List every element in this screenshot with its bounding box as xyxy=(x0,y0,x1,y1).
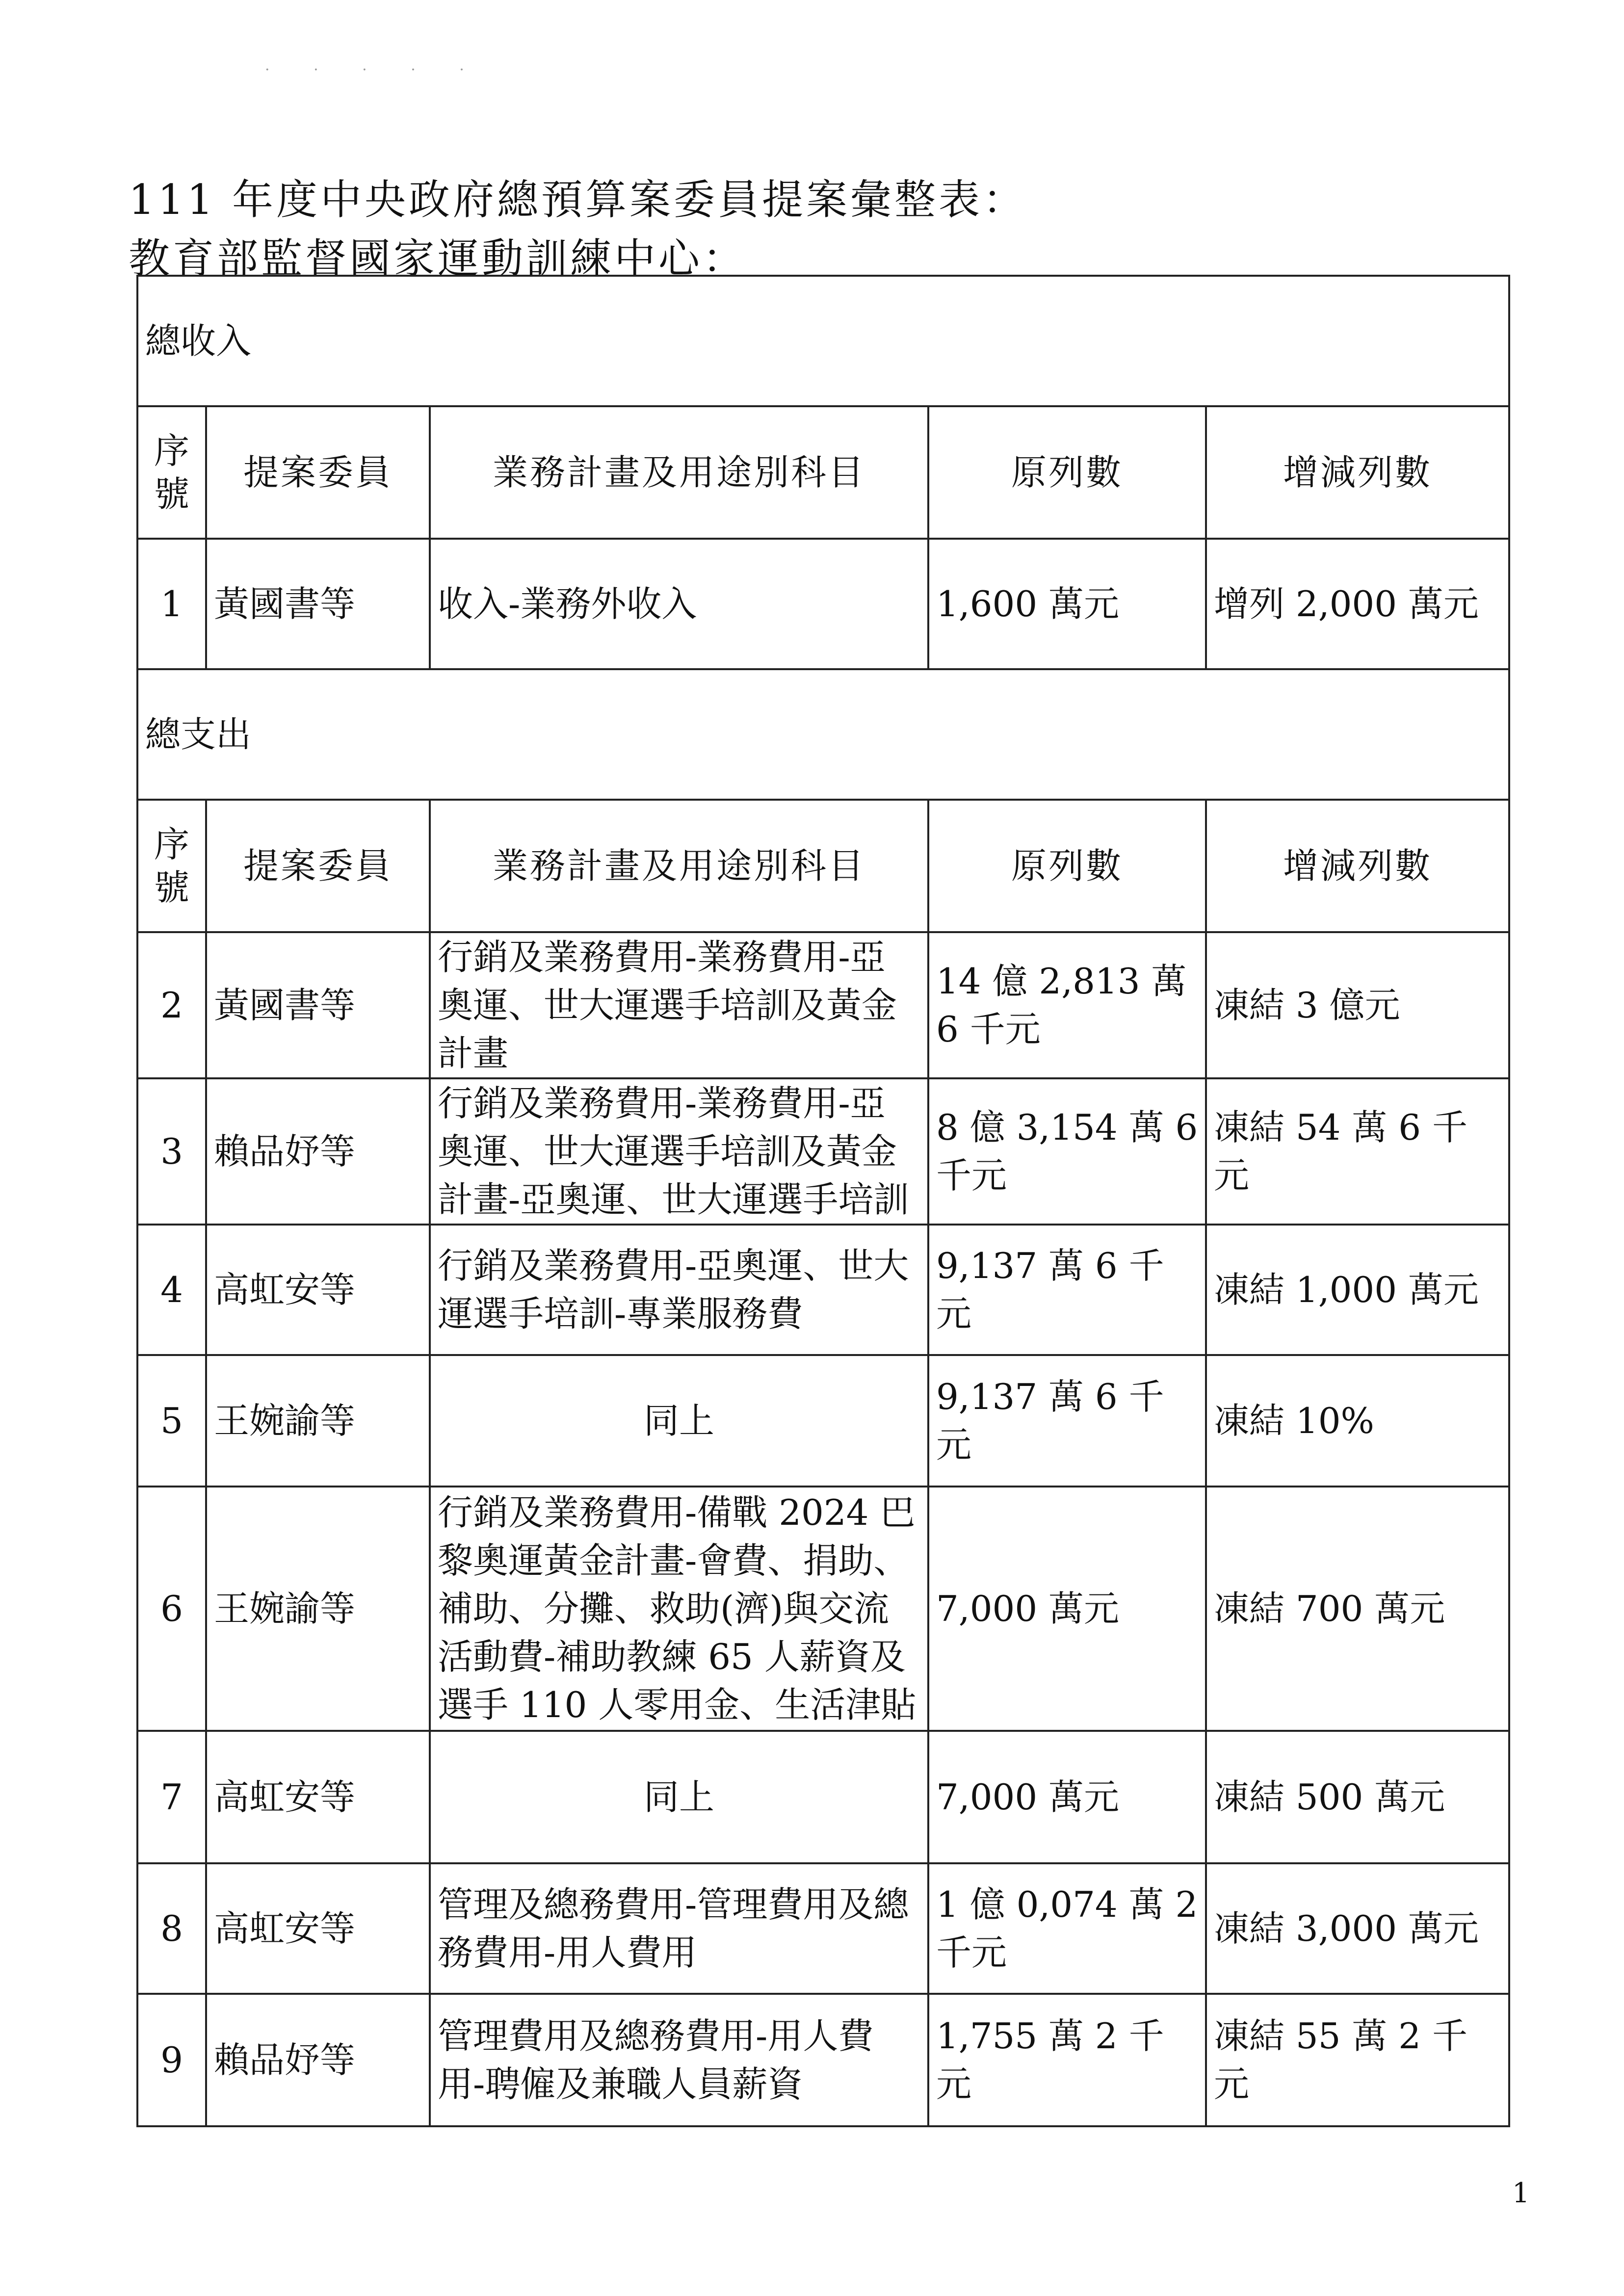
table-row xyxy=(137,1225,1509,1355)
row-proposer: 黃國書等 xyxy=(206,539,430,669)
table-row xyxy=(137,1994,1509,2126)
row-change: 凍結 54 萬 6 千元 xyxy=(1206,1078,1509,1225)
row-item: 同上 xyxy=(430,1731,928,1863)
row-original: 14 億 2,813 萬 6 千元 xyxy=(928,932,1206,1078)
row-seq: 2 xyxy=(137,932,206,1078)
row-seq: 1 xyxy=(137,539,206,669)
document-subtitle: 教育部監督國家運動訓練中心： xyxy=(129,235,747,283)
header-item: 業務計畫及用途別科目 xyxy=(430,800,928,932)
row-seq: 9 xyxy=(137,1994,206,2126)
row-item: 管理及總務費用-管理費用及總務費用-用人費用 xyxy=(430,1863,928,1994)
row-seq: 3 xyxy=(137,1078,206,1225)
header-row xyxy=(137,406,1509,539)
row-item: 行銷及業務費用-業務費用-亞奧運、世大運選手培訓及黃金計畫 xyxy=(430,932,928,1078)
table-row xyxy=(137,932,1509,1078)
row-seq: 7 xyxy=(137,1731,206,1863)
row-change: 增列 2,000 萬元 xyxy=(1206,539,1509,669)
table-row xyxy=(137,1355,1509,1487)
header-item: 業務計畫及用途別科目 xyxy=(430,406,928,539)
row-change: 凍結 10% xyxy=(1206,1355,1509,1487)
section-label-expense: 總支出 xyxy=(137,669,1509,800)
row-proposer: 高虹安等 xyxy=(206,1863,430,1994)
section-label-revenue: 總收入 xyxy=(137,276,1509,406)
header-proposer: 提案委員 xyxy=(206,406,430,539)
table-row xyxy=(137,1863,1509,1994)
row-proposer: 賴品妤等 xyxy=(206,1994,430,2126)
header-original: 原列數 xyxy=(928,800,1206,932)
row-change: 凍結 700 萬元 xyxy=(1206,1487,1509,1731)
row-item: 行銷及業務費用-亞奧運、世大運選手培訓-專業服務費 xyxy=(430,1225,928,1355)
table-row xyxy=(137,1078,1509,1225)
section-row-revenue xyxy=(137,276,1509,406)
header-change: 增減列數 xyxy=(1206,800,1509,932)
row-change: 凍結 3 億元 xyxy=(1206,932,1509,1078)
row-seq: 6 xyxy=(137,1487,206,1731)
row-proposer: 高虹安等 xyxy=(206,1225,430,1355)
document-title: 111 年度中央政府總預算案委員提案彙整表： xyxy=(129,176,1027,224)
row-item: 行銷及業務費用-業務費用-亞奧運、世大運選手培訓及黃金計畫-亞奧運、世大運選手培訓 xyxy=(430,1078,928,1225)
row-seq: 5 xyxy=(137,1355,206,1487)
row-seq: 8 xyxy=(137,1863,206,1994)
table-row xyxy=(137,539,1509,669)
header-row xyxy=(137,800,1509,932)
row-change: 凍結 500 萬元 xyxy=(1206,1731,1509,1863)
row-change: 凍結 3,000 萬元 xyxy=(1206,1863,1509,1994)
row-item: 行銷及業務費用-備戰 2024 巴黎奧運黃金計畫-會費、捐助、補助、分攤、救助(濟)與交流活動費-補助教練 65 人薪資及選手 110 人零用金、生活津貼 xyxy=(430,1487,928,1731)
row-original: 7,000 萬元 xyxy=(928,1487,1206,1731)
row-change: 凍結 1,000 萬元 xyxy=(1206,1225,1509,1355)
scan-specks: · · · · · xyxy=(265,61,484,78)
row-proposer: 高虹安等 xyxy=(206,1731,430,1863)
row-proposer: 王婉諭等 xyxy=(206,1355,430,1487)
budget-proposal-table xyxy=(136,275,1510,2127)
row-original: 8 億 3,154 萬 6 千元 xyxy=(928,1078,1206,1225)
row-proposer: 王婉諭等 xyxy=(206,1487,430,1731)
row-proposer: 賴品妤等 xyxy=(206,1078,430,1225)
row-proposer: 黃國書等 xyxy=(206,932,430,1078)
row-original: 9,137 萬 6 千元 xyxy=(928,1225,1206,1355)
row-original: 1 億 0,074 萬 2 千元 xyxy=(928,1863,1206,1994)
row-original: 7,000 萬元 xyxy=(928,1731,1206,1863)
row-original: 1,600 萬元 xyxy=(928,539,1206,669)
row-original: 9,137 萬 6 千元 xyxy=(928,1355,1206,1487)
row-original: 1,755 萬 2 千元 xyxy=(928,1994,1206,2126)
row-item: 收入-業務外收入 xyxy=(430,539,928,669)
header-seq: 序號 xyxy=(137,800,206,932)
row-item: 管理費用及總務費用-用人費用-聘僱及兼職人員薪資 xyxy=(430,1994,928,2126)
row-seq: 4 xyxy=(137,1225,206,1355)
section-row-expense xyxy=(137,669,1509,800)
header-original: 原列數 xyxy=(928,406,1206,539)
table-row xyxy=(137,1731,1509,1863)
table-row xyxy=(137,1487,1509,1731)
row-change: 凍結 55 萬 2 千元 xyxy=(1206,1994,1509,2126)
row-item: 同上 xyxy=(430,1355,928,1487)
page-number: 1 xyxy=(1512,2177,1530,2209)
header-proposer: 提案委員 xyxy=(206,800,430,932)
header-change: 增減列數 xyxy=(1206,406,1509,539)
header-seq: 序號 xyxy=(137,406,206,539)
